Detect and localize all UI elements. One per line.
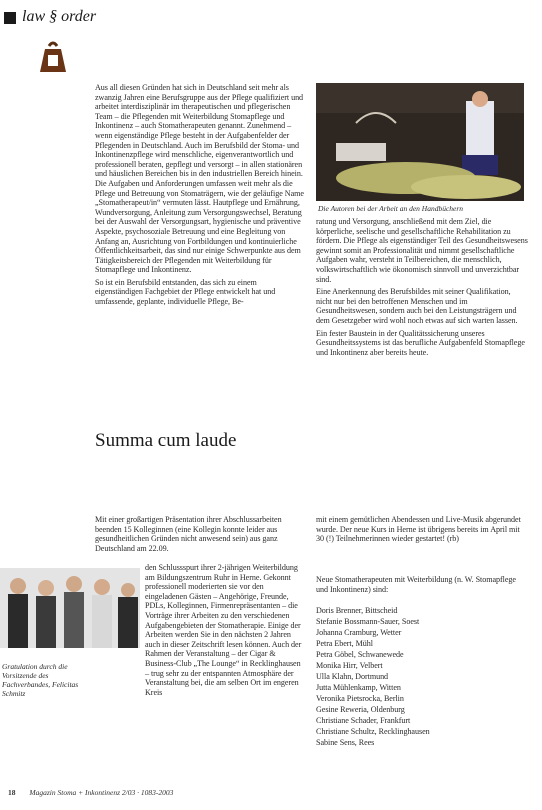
article2-body: den Schlussspurt ihrer 2-jährigen Weiterbildung am Bildungszentrum Ruhr in Herne. Gekonnt professionell moderierten sie vor den eingeladenen Gästen – Angehörige, Freunde, PDLs, Kolleginnen, Firmenrepräsentanten – die Vorträge ihrer Arbeiten zu den verschiedenen Aufgabengebieten der Stomatherapie. Einige der Arbeiten werden Sie in den nächsten 2 Jahren auch in dieser Zeitschrift lesen können. Auch der Rahmen der Veranstaltung – der Cigar & Business-Club „The Lounge“ in Recklinghausen – trug sehr zu der entspannten Atmosphäre der Veranstaltung bei, die am selben Ort im engeren Kreis — [145, 563, 302, 697]
page-footer — [8, 788, 173, 797]
graduate-name: Veronika Pietsrocka, Berlin — [316, 694, 404, 703]
section-header-title: law § order — [22, 8, 97, 25]
article1-column-left — [95, 83, 305, 310]
article1-column-right — [316, 217, 528, 360]
article2-intro: Mit einer großartigen Präsentation ihrer Abschlussarbeiten beenden 15 Kolleginnen (eine Kollegin konnte leider aus gesundheitlichen Gründen nicht anwesend sein) aus ganz Deutschland am 22.09. — [95, 515, 282, 553]
graduate-name: Monika Hirr, Velbert — [316, 661, 383, 670]
graduate-name: Ulla Klahn, Dortmund — [316, 672, 389, 681]
article1-paragraph: Aus all diesen Gründen hat sich in Deutschland seit mehr als zwanzig Jahren eine Berufsgruppe aus der Pflege qualifiziert und arbeitet interdisziplinär im therapeutischen und pflegerischen Team – die Pflegenden mit Weiterbildung Stomapflege und Inkontinenz – auch Stomatherapeuten genannt. Zunehmend – wenn eigenständige Pflege besteht in der Aufgabenfelder der Pflegenden in Deutschland. Auch im Berufsbild der Stoma- und Inkontinenzpflege wird menschliche, eigenverantwortlich und professionell beraten, gepflegt und versorgt – in allen stationären und häuslichen Bereichen bis in den industriellen Bereich hinein. Die Aufgaben und Anforderungen umfassen weit mehr als die Pflege und Betreuung von Stomaträgern, wie der geläufige Name „Stomatherapeut/in“ vermuten lässt. Hautpflege und Ernährung, Wundversorgung, Anleitung zum Versorgungswechsel, Beratung bei der Auswahl der Versorgungsart, hygienische und präventive Aspekte, psychosoziale Betreuung und eine Begleitung von Anfang an, Ausrichtung von Fortbildungen und kontinuierliche Öffentlichkeitsarbeit, das sind nur einige Schwerpunkte aus dem Tätigkeitsbereich der Pflegenden mit Weiterbildung für Stomapflege und Inkontinenz. — [95, 83, 304, 275]
article2-closing: mit einem gemütlichen Abendessen und Live-Musik abgerundet wurde. Der neue Kurs in Herne ist übrigens bereits im April mit 30 (!) Teilnehmerinnen wieder gestartet! (rb) — [316, 515, 521, 544]
magazine-name: Magazin Stoma + Inkontinenz 2/03 · 1083-2003 — [29, 788, 174, 797]
graduate-name: Petra Göbel, Schwanewede — [316, 650, 404, 659]
authors-working-photo — [316, 83, 524, 201]
congratulation-photo — [0, 568, 140, 648]
graduate-name: Christiane Schultz, Recklinghausen — [316, 727, 430, 736]
article1-paragraph: So ist ein Berufsbild entstanden, das sich zu einem eigenständigen Fachgebiet der Pflege entwickelt hat und umfassende, geplante, individuelle Pflege, Be- — [95, 277, 276, 307]
graduate-name: Sabine Sens, Rees — [316, 738, 375, 747]
graduate-name: Jutta Mühlenkamp, Witten — [316, 683, 401, 692]
graduates-list — [316, 605, 528, 748]
graduate-name: Gesine Reweria, Oldenburg — [316, 705, 405, 714]
congratulation-photo-caption: Gratulation durch die Vorsitzende des Fachverbandes, Felicitas Schmitz — [2, 662, 79, 698]
header-square — [4, 12, 16, 24]
authors-photo-caption: Die Autoren bei der Arbeit an den Handbüchern — [318, 204, 464, 213]
page-number: 18 — [8, 788, 16, 797]
graduate-name: Stefanie Bossmann-Sauer, Soest — [316, 617, 420, 626]
graduate-name: Petra Ebert, Mühl — [316, 639, 373, 648]
article1-paragraph: ratung und Versorgung, anschließend mit dem Ziel, die körperliche, seelische und gesellschaftliche Rehabilitation zu fördern. Die Pflege als eigenständiger Teil des Gesundheitswesens gewinnt somit an Professionalität und nimmt gesellschaftliche Aufgaben wahr, versteht in Teilbereichen, die menschlich, volkswirtschaftlich wie ökonomisch sinnvoll und unverzichtbar sind. — [316, 217, 528, 284]
article1-paragraph: Ein fester Baustein in der Qualitätssicherung unseres Gesundheitssystems ist das berufliche Aufgabenfeld Stomapflege und Inkontinenz aber bereits heute. — [316, 328, 525, 357]
graduate-name: Johanna Cramburg, Wetter — [316, 628, 402, 637]
graduates-heading: Neue Stomatherapeuten mit Weiterbildung (n. W. Stomapflege und Inkontinenz) sind: — [316, 575, 516, 594]
graduate-name: Christiane Schader, Frankfurt — [316, 716, 411, 725]
article1-paragraph: Eine Anerkennung des Berufsbildes mit seiner Qualifikation, nicht nur bei den betroffenen Menschen und im Gesundheitswesen, sondern auch bei den Leistungsträgern und dem Gesetzgeber wird wohl noch etwas auf sich warten lassen. — [316, 287, 518, 325]
weight-icon — [38, 40, 68, 74]
graduate-name: Doris Brenner, Bittscheid — [316, 606, 398, 615]
article2-title: Summa cum laude — [95, 430, 237, 451]
